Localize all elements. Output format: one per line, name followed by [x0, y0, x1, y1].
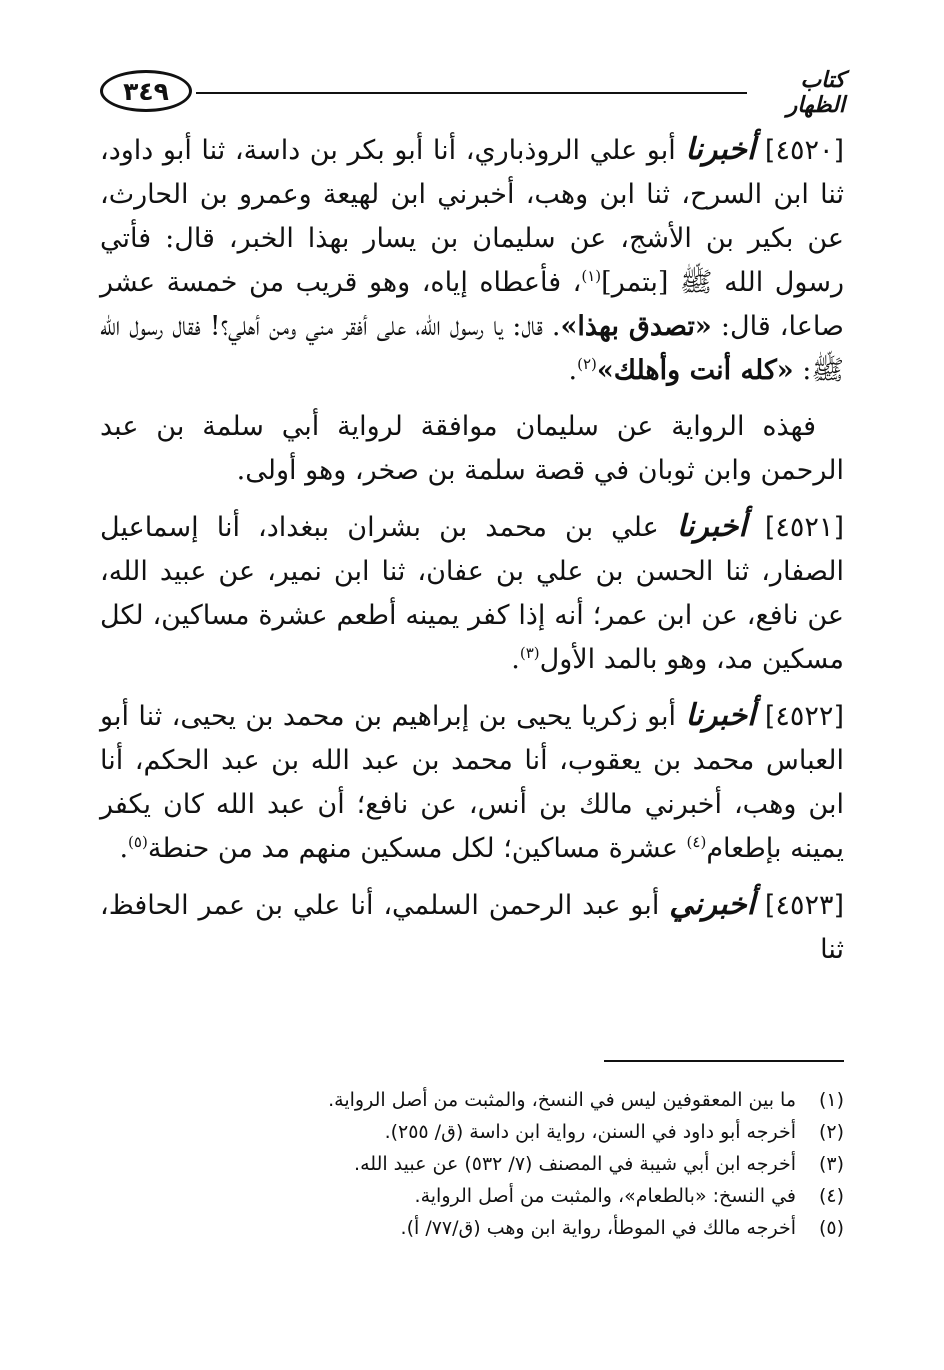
hadith-4521: [100, 505, 844, 682]
footnote-text: ما بين المعقوفين ليس في النسخ، والمثبت من أصل الرواية.: [328, 1089, 796, 1111]
footnote-number: (٣): [818, 1153, 844, 1175]
footnote-rule: [604, 1060, 844, 1062]
hadith-text: .: [511, 644, 520, 675]
hadith-number: [٤٥٢٢]: [764, 701, 844, 732]
footnote-text: أخرجه ابن أبي شيبة في المصنف (٧/ ٥٣٢) عن عبيد الله.: [354, 1153, 796, 1175]
footnote: [100, 1148, 844, 1180]
hadith-4523: [100, 883, 844, 972]
hadith-text: أبو علي الروذباري، أنا أبو بكر بن داسة، ثنا أبو داود، ثنا ابن السرح، ثنا ابن وهب، أخبرني ابن لهيعة وعمرو بن الحارث، عن بكير بن الأشج، عن سليمان بن يسار بهذا الخبر، قال: فأتي رسول الله ﷺ [بتمر]: [100, 135, 844, 298]
hadith-number: [٤٥٢٠]: [764, 135, 845, 166]
footnote-number: (٥): [818, 1217, 844, 1239]
footnote-text: في النسخ: «بالطعام»، والمثبت من أصل الرواية.: [414, 1185, 796, 1207]
hadith-4522: [100, 694, 844, 871]
footnote-ref: (٣): [519, 644, 540, 662]
footnote-text: أخرجه مالك في الموطأ، رواية ابن وهب (ق/٧٧/ أ).: [400, 1217, 796, 1239]
hadith-text: .: [119, 833, 129, 864]
footnote: [100, 1084, 844, 1116]
narration-lead: أخبرنا: [676, 509, 747, 544]
footnote: [100, 1116, 844, 1148]
footnotes: [100, 1084, 844, 1244]
page-number: ٣٤٩: [100, 70, 192, 112]
hadith-text: علي بن محمد بن بشران ببغداد، أنا إسماعيل الصفار، ثنا الحسن بن علي بن عفان، ثنا ابن نمير، عن عبيد الله، عن نافع، عن ابن عمر؛ أنه إذا كفر يمينه أطعم عشرة مساكين، لكل مسكين مد، وهو بالمد الأول: [100, 512, 844, 675]
footnote-number: (٢): [818, 1121, 844, 1143]
narration-lead: أخبرنا: [685, 698, 756, 733]
footnote-number: (٤): [818, 1185, 844, 1207]
book-title: كتاب الظهار: [786, 68, 845, 118]
hadith-text: ، فأعطاه إياه، وهو قريب من خمسة عشر صاعا، قال:: [100, 267, 844, 342]
footnote-number: (١): [818, 1089, 844, 1111]
footnote: [100, 1212, 844, 1244]
hadith-text: . قال: يا رسول الله، على أفقر مني ومن أهلي؟! فقال رسول الله ﷺ:: [100, 311, 844, 386]
hadith-number: [٤٥٢١]: [764, 512, 844, 543]
hadith-text: أبو زكريا يحيى بن إبراهيم بن محمد بن يحيى، ثنا أبو العباس محمد بن يعقوب، أنا محمد بن عبد الله بن عبد الحكم، أنا ابن وهب، أخبرني مالك بن أنس، عن نافع؛ أن عبد الله كان يكفر يمينه بإطعام: [100, 701, 844, 864]
hadith-text: .: [568, 355, 578, 386]
hadith-4520: [100, 128, 844, 393]
footnote: [100, 1180, 844, 1212]
hadith-text: أبو عبد الرحمن السلمي، أنا علي بن عمر الحافظ، ثنا: [100, 890, 844, 965]
footnote-ref: (١): [581, 267, 602, 285]
hadith-text: عشرة مساكين؛ لكل مسكين منهم مد من حنطة: [147, 833, 678, 864]
footnote-text: أخرجه أبو داود في السنن، رواية ابن داسة (ق/ ٢٥٥).: [384, 1121, 796, 1143]
header-rule: [196, 92, 747, 94]
narration-lead: أخبرنا: [685, 132, 756, 167]
commentary: [100, 405, 844, 493]
narration-lead: أخبرني: [669, 887, 756, 922]
page-header: [100, 66, 845, 122]
commentary-text: فهذه الرواية عن سليمان موافقة لرواية أبي سلمة بن عبد الرحمن وابن ثوبان في قصة سلمة بن صخر، وهو أولى.: [100, 411, 844, 486]
footnote-ref: (٤): [686, 833, 707, 851]
main-text: [100, 128, 844, 984]
footnote-ref: (٥): [128, 833, 148, 851]
footnote-ref: (٢): [577, 355, 597, 373]
prophetic-quote: «كله أنت وأهلك»: [596, 355, 794, 386]
prophetic-quote: «تصدق بهذا»: [560, 311, 712, 342]
hadith-number: [٤٥٢٣]: [764, 890, 845, 921]
